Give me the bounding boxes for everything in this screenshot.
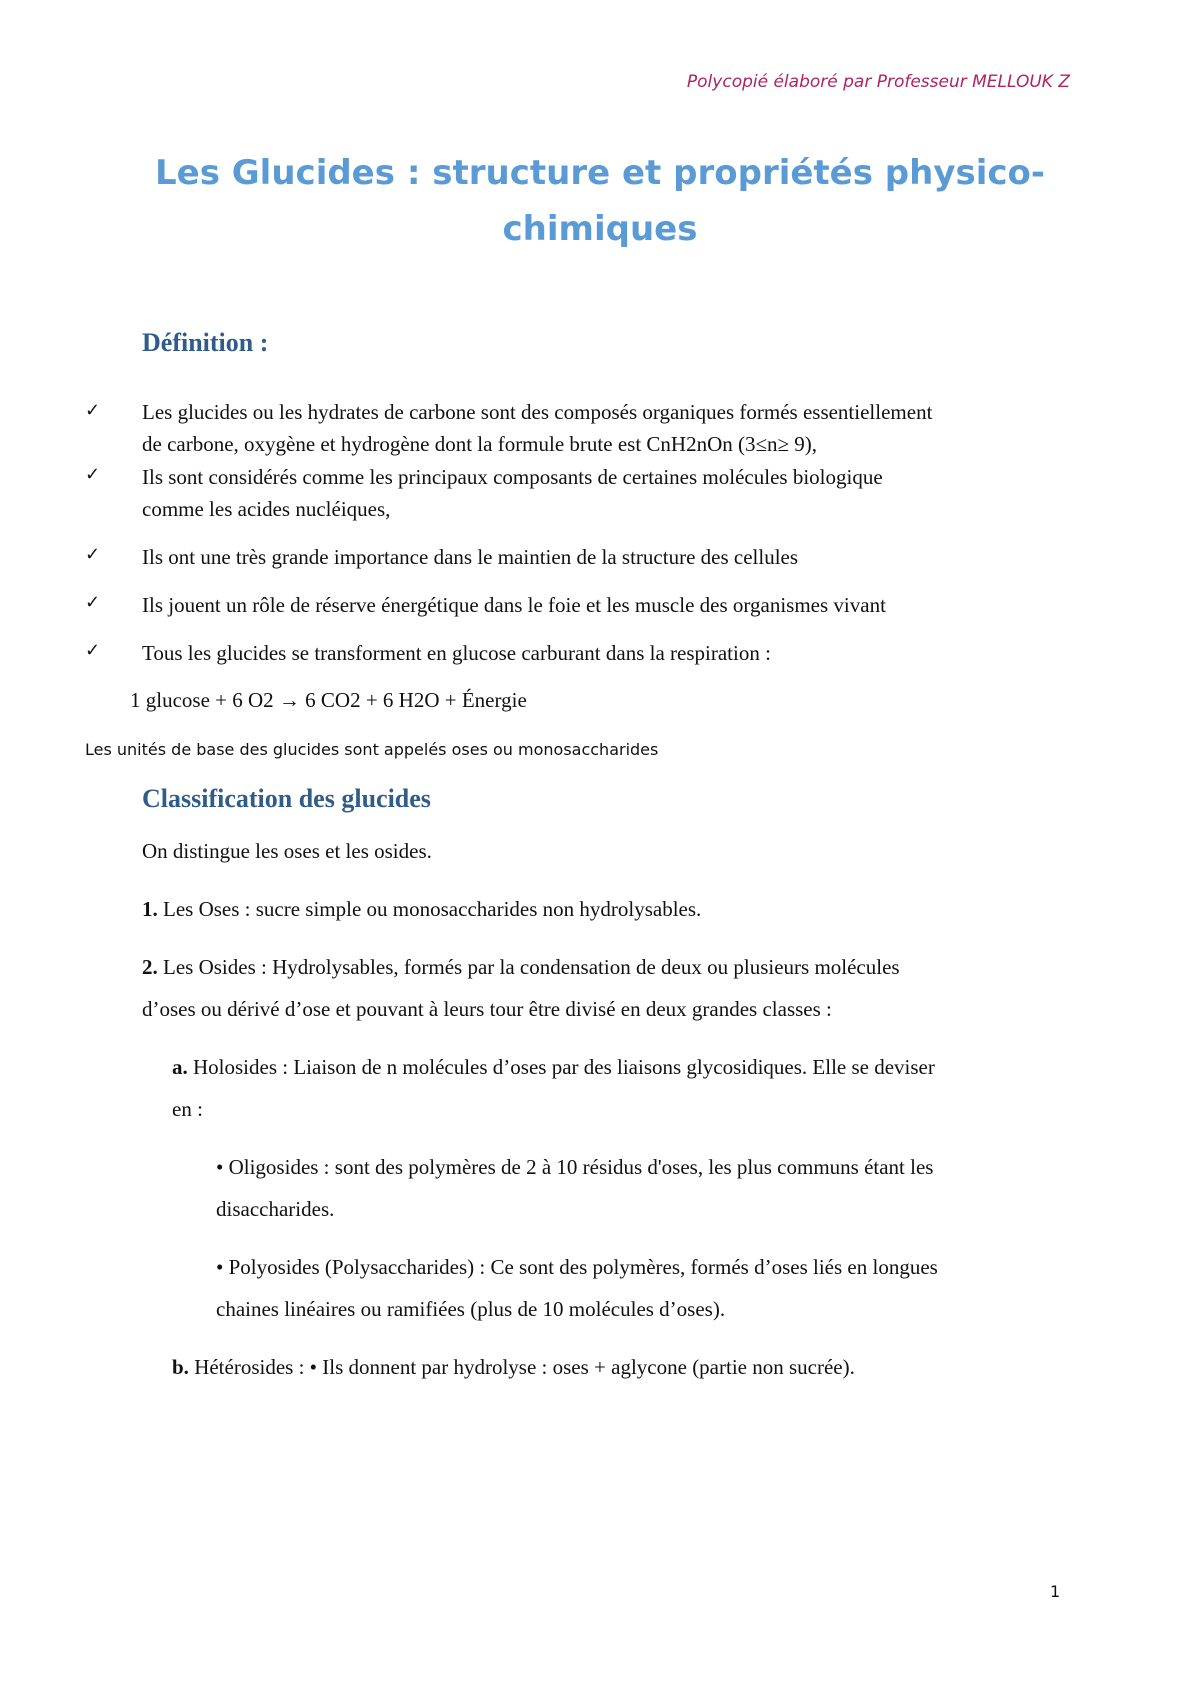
respiration-equation: 1 glucose + 6 O2 → 6 CO2 + 6 H2O + Énergie: [130, 688, 527, 712]
definition-item: [142, 589, 1072, 621]
definition-item-line: Ils jouent un rôle de réserve énergétique dans le foie et les muscle des organismes vivant: [142, 593, 886, 617]
item-number: 1.: [142, 897, 158, 921]
title-line-2: chimiques: [502, 209, 698, 249]
item-number: 2.: [142, 955, 158, 979]
definition-item: [142, 396, 1072, 460]
checkmark-icon: ✓: [85, 592, 101, 613]
classification-heading: Classification des glucides: [142, 784, 431, 813]
classification-intro: On distingue les oses et les osides.: [142, 839, 432, 863]
holosides-text-line-2: en :: [172, 1097, 203, 1121]
definition-item-line: Tous les glucides se transforment en glucose carburant dans la respiration :: [142, 641, 771, 665]
title-line-1: Les Glucides : structure et propriétés physico-: [154, 153, 1046, 193]
item-letter: a.: [172, 1055, 188, 1079]
definition-item-line: comme les acides nucléiques,: [142, 497, 391, 521]
osides-text-line-1: Les Osides : Hydrolysables, formés par la condensation de deux ou plusieurs molécules: [157, 955, 900, 979]
osides-paragraph: [142, 946, 900, 1030]
definition-item-line: Ils sont considérés comme les principaux composants de certaines molécules biologique: [142, 465, 883, 489]
holosides-text-line-1: Holosides : Liaison de n molécules d’oses par des liaisons glycosidiques. Elle se deviser: [187, 1055, 935, 1079]
item-letter: b.: [172, 1355, 189, 1379]
oses-text: Les Oses : sucre simple ou monosaccharides non hydrolysables.: [157, 897, 702, 921]
oligosides-paragraph: [216, 1146, 933, 1230]
base-units-note: Les unités de base des glucides sont appelés oses ou monosaccharides: [85, 740, 659, 759]
oligosides-line-1: • Oligosides : sont des polymères de 2 à 10 résidus d'oses, les plus communs étant les: [216, 1155, 934, 1179]
author-header: Polycopié élaboré par Professeur MELLOUK Z: [686, 72, 1070, 92]
definition-heading: Définition :: [142, 328, 269, 357]
checkmark-icon: ✓: [85, 640, 101, 661]
polyosides-line-2: chaines linéaires ou ramifiées (plus de 10 molécules d’oses).: [216, 1297, 726, 1321]
polyosides-line-1: • Polyosides (Polysaccharides) : Ce sont des polymères, formés d’oses liés en longues: [216, 1255, 938, 1279]
holosides-paragraph: [172, 1046, 935, 1130]
polyosides-paragraph: [216, 1246, 938, 1330]
oligosides-line-2: disaccharides.: [216, 1197, 335, 1221]
checkmark-icon: ✓: [85, 464, 101, 485]
checkmark-icon: ✓: [85, 400, 101, 421]
definition-item-line: Ils ont une très grande importance dans le maintien de la structure des cellules: [142, 545, 799, 569]
heterosides-paragraph: [172, 1346, 855, 1388]
page-title: [100, 145, 1100, 257]
definition-item: [142, 541, 1072, 573]
definition-item-line: Les glucides ou les hydrates de carbone sont des composés organiques formés essentiellement: [142, 400, 933, 424]
oses-paragraph: [142, 888, 701, 930]
definition-item: [142, 637, 1072, 669]
heterosides-text: Hétérosides : • Ils donnent par hydrolyse : oses + aglycone (partie non sucrée).: [188, 1355, 855, 1379]
page-number: 1: [1050, 1582, 1061, 1601]
osides-text-line-2: d’oses ou dérivé d’ose et pouvant à leurs tour être divisé en deux grandes classes :: [142, 997, 832, 1021]
definition-item-line: de carbone, oxygène et hydrogène dont la formule brute est CnH2nOn (3≤n≥ 9),: [142, 432, 818, 456]
checkmark-icon: ✓: [85, 544, 101, 565]
definition-item: [142, 461, 1072, 525]
